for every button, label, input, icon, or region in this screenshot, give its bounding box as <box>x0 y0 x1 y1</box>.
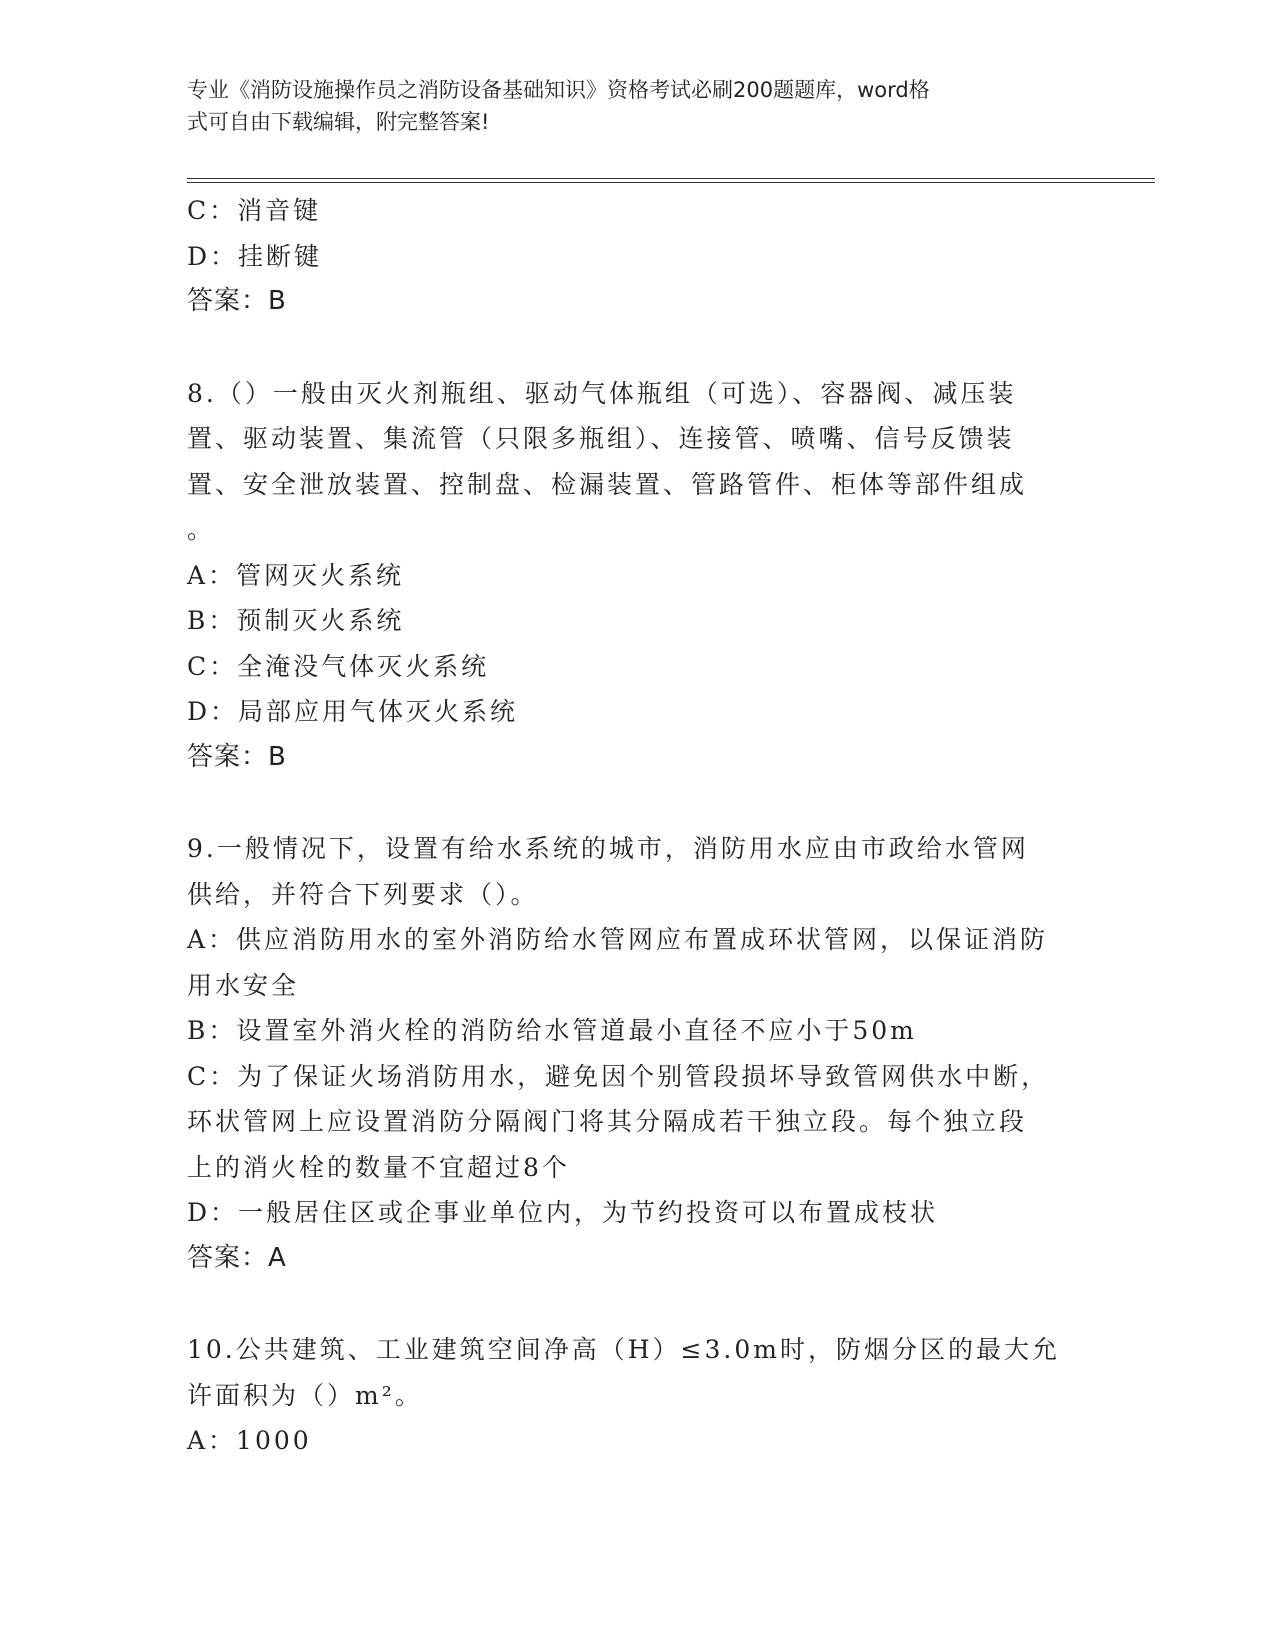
header-divider <box>187 178 1155 183</box>
q9-option-c: C：为了保证火场消防用水，避免因个别管段损坏导致管网供水中断， <box>187 1061 1050 1091</box>
question-10 <box>187 1327 1072 1464</box>
q9-answer: 答案：A <box>187 1242 287 1273</box>
q9-option-c: 上的消火栓的数量不宜超过8个 <box>187 1152 570 1182</box>
q8-stem: 8.（）一般由灭火剂瓶组、驱动气体瓶组（可选）、容器阀、减压装 <box>187 378 1017 408</box>
q10-option-a: A：1000 <box>187 1426 312 1455</box>
q7-answer: 答案：B <box>187 286 287 316</box>
question-7-tail <box>187 188 1072 325</box>
q8-stem: 置、安全泄放装置、控制盘、检漏装置、管路管件、柜体等部件组成 <box>187 469 1028 499</box>
q8-option-a: A：管网灭火系统 <box>187 560 405 590</box>
q10-stem: 许面积为（）m²。 <box>187 1380 423 1410</box>
q7-option-c: C：消音键 <box>187 196 322 225</box>
q9-option-d: D：一般居住区或企事业单位内，为节约投资可以布置成枝状 <box>187 1198 939 1227</box>
q9-option-c: 环状管网上应设置消防分隔阀门将其分隔成若干独立段。每个独立段 <box>187 1107 1028 1136</box>
header-title-line-1: 专业《消防设施操作员之消防设备基础知识》资格考试必刷200题题库，word格 <box>187 78 930 102</box>
page-header <box>187 74 1067 138</box>
q8-option-b: B：预制灭火系统 <box>187 606 405 635</box>
question-9 <box>187 826 1072 1281</box>
header-title-line-2: 式可自由下载编辑，附完整答案! <box>187 110 490 134</box>
document-body <box>187 188 1072 1464</box>
spacer <box>187 325 1072 371</box>
q8-answer: 答案：B <box>187 741 287 772</box>
q9-option-a: A：供应消防用水的室外消防给水管网应布置成环状管网，以保证消防 <box>187 925 1049 954</box>
q9-stem: 9.一般情况下，设置有给水系统的城市，消防用水应由市政给水管网 <box>187 834 1029 863</box>
q9-stem: 供给，并符合下列要求（）。 <box>187 879 539 909</box>
q9-option-a: 用水安全 <box>187 970 300 1000</box>
q8-option-d: D：局部应用气体灭火系统 <box>187 697 519 726</box>
q7-option-d: D：挂断键 <box>187 241 323 271</box>
q9-option-b: B：设置室外消火栓的消防给水管道最小直径不应小于50m <box>187 1016 917 1045</box>
question-8 <box>187 371 1072 781</box>
q10-stem: 10.公共建筑、工业建筑空间净高（H）≤3.0m时，防烟分区的最大允 <box>187 1335 1060 1364</box>
q8-option-c: C：全淹没气体灭火系统 <box>187 651 490 681</box>
q8-stem: 置、驱动装置、集流管（只限多瓶组）、连接管、喷嘴、信号反馈装 <box>187 424 1015 453</box>
spacer <box>187 1281 1072 1327</box>
spacer <box>187 780 1072 826</box>
q8-stem: 。 <box>187 515 216 544</box>
